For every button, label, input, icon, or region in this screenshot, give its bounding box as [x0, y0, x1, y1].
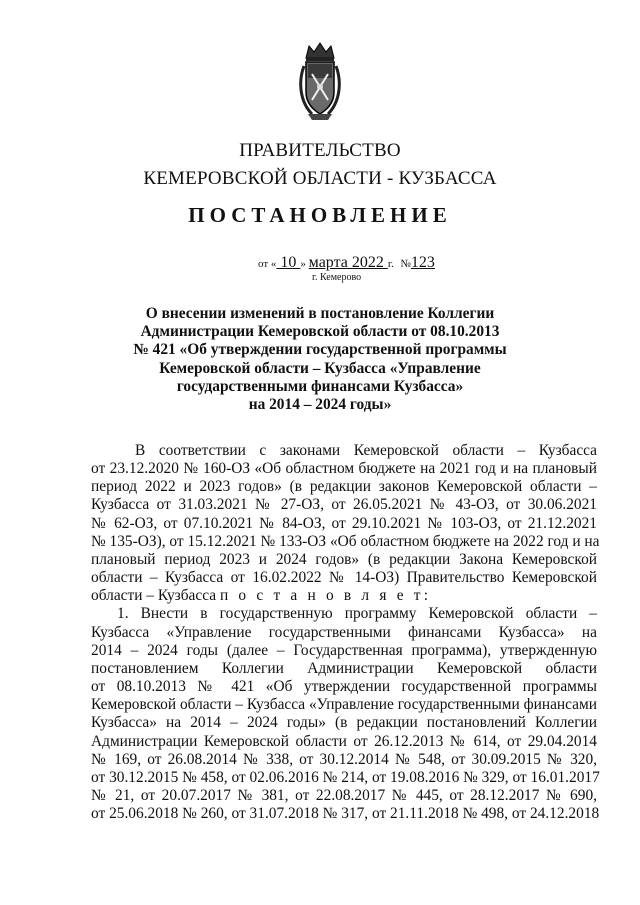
government-line-1: ПРАВИТЕЛЬСТВО — [239, 140, 401, 161]
heading-line: Кемеровской области – Кузбасса «Управление — [159, 359, 481, 377]
government-line-2: КЕМЕРОВСКОЙ ОБЛАСТИ - КУЗБАССА — [143, 168, 497, 189]
date-mid: » — [300, 258, 309, 270]
body-line: В соответствии с законами Кемеровской области – Кузбасса — [135, 442, 597, 459]
body-line: постановлением Коллегии Администрации Кемеровской области — [91, 659, 597, 677]
body-line: Администрации Кемеровской области от 26.12.2013 № 614, от 29.04.2014 — [91, 732, 597, 750]
body-line: № 21, от 20.07.2017 № 381, от 22.08.2017 № 445, от 28.12.2017 № 690, — [91, 786, 597, 804]
date-month-year: марта 2022 — [308, 254, 388, 271]
heading-line: О внесении изменений в постановление Коллегии — [145, 305, 495, 322]
date-line — [258, 254, 435, 272]
body-line: от 23.12.2020 № 160-ОЗ «Об областном бюджете на 2021 год и на плановый — [91, 460, 597, 478]
date-day: 10 — [276, 254, 301, 271]
date-prefix: от « — [258, 258, 277, 270]
body-line: Кузбасса от 31.03.2021 № 27-ОЗ, от 26.05.2021 № 43-ОЗ, от 30.06.2021 — [91, 496, 597, 514]
coat-of-arms-icon — [298, 40, 342, 124]
decree-body — [91, 442, 600, 823]
date-year-suffix: г. — [387, 258, 394, 270]
body-line — [91, 587, 597, 605]
body-line: 1. Внести в государственную программу Кемеровской области – — [117, 605, 597, 623]
decree-number: 123 — [410, 254, 435, 271]
body-line: 2014 – 2024 годы (далее – Государственная программа), утвержденную — [91, 641, 597, 659]
body-line: области – Кузбасса от 16.02.2022 № 14-ОЗ) Правительство Кемеровской — [91, 569, 597, 587]
body-line: от 30.12.2015 № 458, от 02.06.2016 № 214, от 19.08.2016 № 329, от 16.01.2017 — [91, 768, 600, 786]
heading-line: на 2014 – 2024 годы» — [248, 396, 392, 414]
body-line: плановый период 2023 и 2024 годов» (в редакции Закона Кемеровской — [91, 550, 597, 568]
body-line: Кузбасса» на 2014 – 2024 годы» (в редакции постановлений Коллегии — [91, 714, 597, 732]
body-line: от 25.06.2018 № 260, от 31.07.2018 № 317, от 21.11.2018 № 498, от 24.12.2018 — [91, 805, 600, 823]
heading-line: государственными финансами Кузбасса» — [176, 377, 464, 395]
decree-heading — [100, 305, 540, 414]
body-line: № 169, от 26.08.2014 № 338, от 30.12.2014 № 548, от 30.09.2015 № 320, — [91, 750, 597, 768]
city: г. Кемерово — [312, 272, 362, 283]
body-line: № 135-ОЗ), от 15.12.2021 № 133-ОЗ «Об областном бюджете на 2022 год и на — [91, 532, 600, 550]
body-line-part: области – Кузбасса — [91, 587, 217, 605]
body-line: от 08.10.2013 № 421 «Об утверждении государственной программы — [91, 678, 597, 696]
body-line: № 62-ОЗ, от 07.10.2021 № 84-ОЗ, от 29.10.2021 № 103-ОЗ, от 21.12.2021 — [91, 514, 597, 532]
heading-line: № 421 «Об утверждении государственной программы — [133, 341, 507, 359]
body-line: Кемеровской области – Кузбасса «Управление государственными финансами — [91, 696, 597, 714]
number-label: № — [400, 258, 411, 270]
resolves-word: п о с т а н о в л я е т: — [219, 587, 432, 605]
heading-line: Администрации Кемеровской области от 08.10.2013 — [140, 323, 500, 341]
body-line: период 2022 и 2023 годов» (в редакции законов Кемеровской области – — [91, 478, 597, 496]
body-line: Кузбасса «Управление государственными финансами Кузбасса» на — [91, 623, 597, 641]
decree-title: ПОСТАНОВЛЕНИЕ — [188, 203, 452, 227]
